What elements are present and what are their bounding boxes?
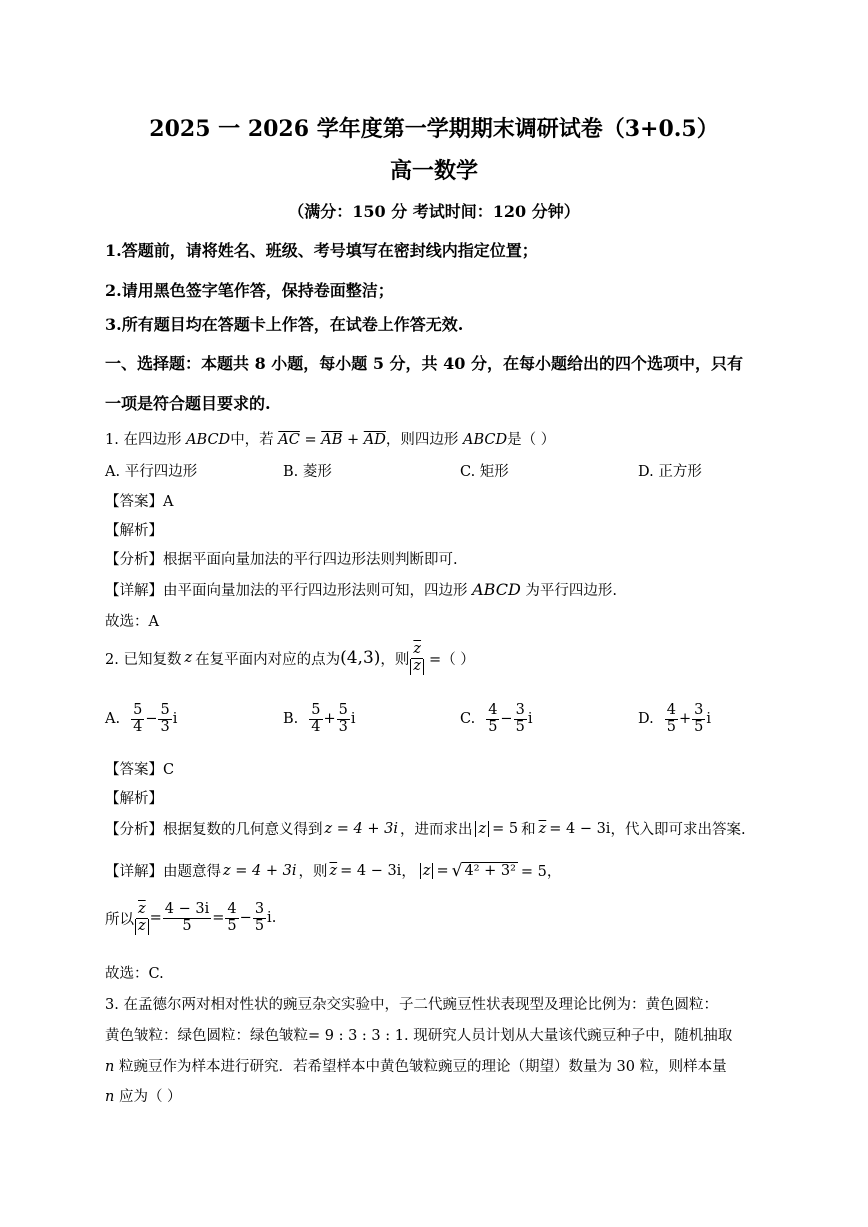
- q2-opt-a-f2: [158, 703, 171, 736]
- q1-fenxi: 【分析】根据平面向量加法的平行四边形法则判断即可.: [105, 552, 458, 568]
- q2-suoyi-frac0-num: $\overline{z}$: [138, 901, 146, 917]
- q3-ratio: = 9 : 3 : 3 : 1: [308, 1028, 404, 1044]
- q1-abcd: ABCD: [186, 432, 231, 448]
- q2-opt-a-n1: 5: [133, 702, 143, 718]
- q2-suoyi-frac2: [225, 902, 238, 935]
- q1-xiangjie: [105, 579, 617, 600]
- q2-analysis: 【解析】: [105, 791, 163, 807]
- q2-opt-a-label: A.: [105, 711, 121, 728]
- q2-z: z: [184, 650, 193, 667]
- q2-opt-c-f1: [486, 703, 499, 736]
- q1-stem: [105, 428, 555, 449]
- q3-line2-b: . 现研究人员计划从大量该代豌豆种子中，随机抽取: [403, 1028, 733, 1044]
- q2-opt-b-label: B.: [283, 711, 299, 728]
- q2-fenxi-b: ，进而求出: [399, 822, 473, 838]
- q2-stem-frac-den: z: [410, 659, 424, 675]
- q3-n-2: n: [105, 1089, 115, 1105]
- q2-suoyi-frac3-den: 5: [254, 917, 265, 934]
- q2-suoyi-minus: −: [239, 910, 252, 927]
- q2-opt-c-d1: 5: [488, 718, 498, 735]
- q1-abcd-2: ABCD: [462, 432, 508, 448]
- q2-suoyi-i: i: [267, 910, 272, 927]
- q2-opt-a-d2: 3: [160, 718, 170, 735]
- q2-opt-c-n1: 4: [488, 702, 498, 718]
- q1-xiangjie-abcd: ABCD: [472, 580, 521, 599]
- q1-stem-c: ，则四边形: [385, 432, 459, 448]
- q2-stem: [105, 642, 475, 675]
- q2-opt-b-n1: 5: [311, 702, 321, 718]
- q2-opt-c-d2: 5: [515, 718, 525, 735]
- q2-opt-c-label: C.: [460, 711, 476, 728]
- q2-opt-b-f2: [337, 703, 350, 736]
- q2-stem-c: ，则: [380, 651, 410, 668]
- q2-opt-a-d1: 4: [133, 718, 143, 735]
- q2-opt-b-n2: 5: [338, 702, 348, 718]
- q1-option-b: B. 菱形: [283, 464, 332, 480]
- q2-xiangjie-sqrt-sign: √: [451, 860, 463, 881]
- q2-opt-c-i: i: [527, 711, 533, 728]
- q2-fenxi-and: 和: [521, 822, 536, 838]
- q1-vec-ab: $\overline{AB}$: [321, 432, 343, 448]
- q2-answer: 【答案】C: [105, 762, 175, 778]
- q2-xiangjie-comma: ，: [401, 864, 416, 880]
- q2-suoyi-frac1-num: 4 − 3i: [164, 901, 210, 917]
- q2-opt-a-f1: [131, 703, 144, 736]
- q2-fenxi: [105, 818, 746, 839]
- q2-suoyi-eq2: =: [212, 910, 225, 927]
- q2-fenxi-eq: z = 4 + 3i: [324, 820, 398, 837]
- q1-option-d: D. 正方形: [638, 464, 702, 480]
- q2-xiangjie-abs-z: z: [420, 863, 434, 879]
- q2-xiangjie-b: ，则: [298, 864, 328, 880]
- q2-xiangjie-sqrt: 4² + 3²: [464, 863, 516, 879]
- q1-plus: +: [347, 432, 360, 448]
- q1-stem-a: 1. 在四边形: [105, 432, 182, 448]
- subject-title: 高一数学: [389, 158, 478, 184]
- q1-analysis: 【解析】: [105, 523, 163, 539]
- q2-xiangjie-eq: z = 4 + 3i: [223, 862, 297, 879]
- q2-xiangjie-eq-sign: =: [436, 862, 449, 879]
- q2-fenxi-c: ，代入即可求出答案.: [610, 822, 746, 838]
- q3-line1: 3. 在孟德尔两对相对性状的豌豆杂交实验中，子二代豌豆性状表现型及理论比例为：黄色圆粒：: [105, 997, 718, 1013]
- q2-xiangjie-conj-z: $\overline{z}$: [329, 862, 338, 879]
- q2-xiangjie-eq5: = 5，: [520, 864, 562, 880]
- q2-suoyi-frac2-den: 5: [227, 917, 237, 934]
- q2-suoyi-frac1-den: 5: [182, 917, 192, 934]
- q2-suoyi-period: .: [271, 910, 277, 927]
- q3-n: n: [105, 1059, 115, 1075]
- q2-suoyi-eq1: =: [149, 910, 162, 927]
- q2-opt-c-f2: [514, 703, 527, 736]
- q2-stem-frac: [410, 642, 424, 675]
- q2-opt-d-d2: 5: [694, 718, 704, 735]
- q2-option-c: [460, 703, 532, 736]
- q2-fenxi-conj-eq: = 4 − 3i: [549, 820, 611, 837]
- q2-opt-d-i: i: [706, 711, 711, 728]
- q2-fenxi-abs-eq: = 5: [492, 820, 519, 837]
- q2-opt-c-n2: 3: [515, 702, 525, 718]
- q1-stem-d: 是（ ）: [507, 432, 556, 448]
- q2-fenxi-a: 【分析】根据复数的几何意义得到: [105, 822, 323, 838]
- q2-suoyi-frac1: [163, 902, 211, 935]
- exam-title: 2025 一 2026 学年度第一学期期末调研试卷（3+0.5）: [149, 116, 719, 142]
- q2-opt-d-label: D.: [638, 711, 654, 728]
- q2-option-a: [105, 703, 177, 736]
- q2-opt-a-op: −: [145, 711, 158, 728]
- q2-opt-d-n2: 3: [694, 702, 704, 718]
- q2-stem-b: 在复平面内对应的点为: [195, 651, 341, 668]
- q1-vec-ac: $\overline{AC}$: [278, 432, 300, 448]
- q2-opt-b-d1: 4: [311, 718, 321, 735]
- q2-suoyi-frac0: [135, 902, 149, 935]
- q2-opt-a-n2: 5: [160, 702, 170, 718]
- q2-opt-b-op: +: [323, 711, 336, 728]
- exam-info: （满分：150 分 考试时间：120 分钟）: [288, 202, 580, 221]
- q2-suoyi-frac2-num: 4: [227, 901, 237, 917]
- q1-option-c: C. 矩形: [460, 464, 509, 480]
- q2-xiangjie-a: 【详解】由题意得: [105, 864, 221, 880]
- instruction-3: 3.所有题目均在答题卡上作答，在试卷上作答无效.: [105, 315, 464, 334]
- q2-xiangjie: [105, 860, 561, 881]
- q2-opt-d-n1: 4: [666, 702, 676, 718]
- q2-stem-frac-num: $\overline{z}$: [413, 641, 422, 657]
- q2-opt-b-f1: [309, 703, 322, 736]
- q2-point: (4,3): [340, 648, 381, 669]
- q2-suoyi-frac3-num: 3: [254, 901, 265, 917]
- q1-stem-b: 中，若: [230, 432, 274, 448]
- q2-stem-d: =（ ）: [429, 651, 475, 668]
- q2-option-b: [283, 703, 356, 736]
- q2-opt-d-f1: [665, 703, 678, 736]
- q2-fenxi-abs-z: z: [475, 821, 489, 837]
- q1-vec-ad: $\overline{AD}$: [363, 432, 386, 448]
- q2-opt-a-i: i: [172, 711, 178, 728]
- q2-suoyi-frac3: [253, 902, 266, 935]
- section-heading-line2: 一项是符合题目要求的.: [105, 394, 271, 413]
- q3-line3: [105, 1055, 727, 1076]
- q3-line2-a: 黄色皱粒：绿色圆粒：绿色皱粒: [105, 1028, 308, 1044]
- q2-option-d: [638, 703, 711, 736]
- q2-suoyi-label: 所以: [105, 911, 134, 928]
- instruction-2: 2.请用黑色签字笔作答，保持卷面整洁；: [105, 281, 394, 300]
- q2-opt-c-op: −: [500, 711, 513, 728]
- instruction-1: 1.答题前，请将姓名、班级、考号填写在密封线内指定位置；: [105, 241, 538, 260]
- q2-opt-d-d1: 5: [666, 718, 676, 735]
- q3-line2: [105, 1024, 732, 1045]
- q1-option-a: A. 平行四边形: [105, 464, 198, 480]
- q2-choice: 故选：C.: [105, 966, 164, 982]
- q2-suoyi: [105, 902, 276, 935]
- q2-stem-a: 2. 已知复数: [105, 651, 182, 668]
- q1-eq: =: [304, 432, 317, 448]
- section-heading-line1: 一、选择题：本题共 8 小题，每小题 5 分，共 40 分，在每小题给出的四个选项中，只有: [105, 354, 743, 373]
- q3-line4: [105, 1085, 182, 1106]
- q2-opt-b-i: i: [350, 711, 356, 728]
- q2-suoyi-frac0-den: z: [135, 919, 149, 935]
- q1-xiangjie-b: 为平行四边形.: [525, 583, 618, 599]
- q2-opt-d-f2: [692, 703, 705, 736]
- q2-fenxi-conj-z: $\overline{z}$: [538, 820, 547, 837]
- q1-choice: 故选：A: [105, 614, 159, 630]
- q2-opt-d-op: +: [678, 711, 692, 728]
- q1-answer: 【答案】A: [105, 494, 174, 510]
- q2-xiangjie-conj-eq: = 4 − 3i: [340, 862, 402, 879]
- q3-line3-text: 粒豌豆作为样本进行研究．若希望样本中黄色皱粒豌豆的理论（期望）数量为 30 粒，则样本量: [118, 1059, 727, 1075]
- q1-xiangjie-a: 【详解】由平面向量加法的平行四边形法则可知，四边形: [105, 583, 468, 599]
- q2-opt-b-d2: 3: [338, 718, 348, 735]
- q3-line4-text: 应为（ ）: [118, 1089, 182, 1105]
